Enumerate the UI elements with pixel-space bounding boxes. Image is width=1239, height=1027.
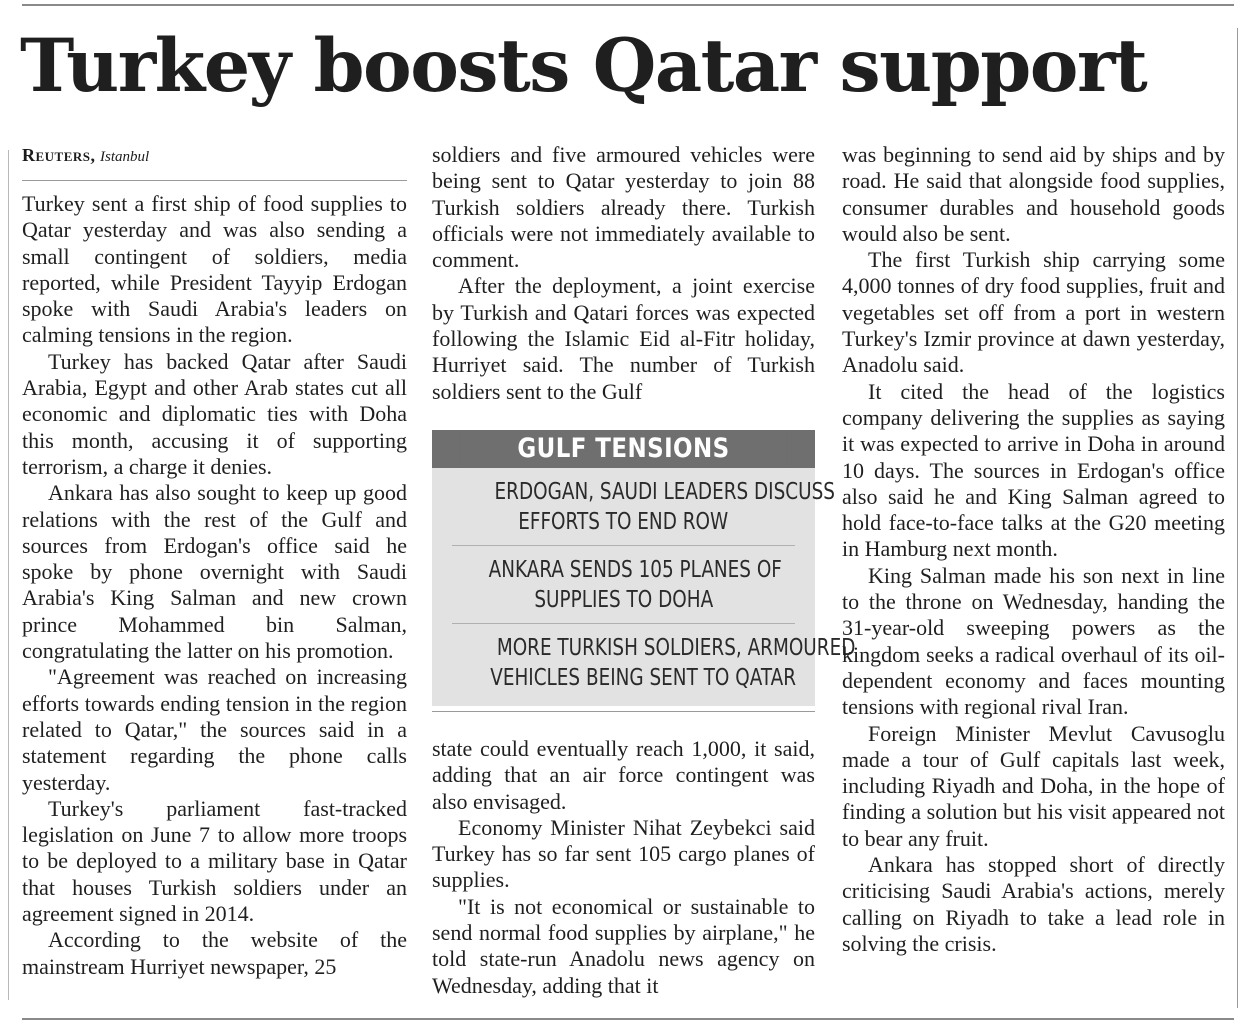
article-column-2-top	[432, 142, 815, 405]
sidebar-heading: GULF TENSIONS	[461, 430, 787, 468]
article-column-2-bottom	[432, 736, 815, 999]
byline-place: Istanbul	[100, 149, 150, 165]
sidebar-item-line: EFFORTS TO END ROW	[518, 509, 729, 535]
paragraph: Ankara has also sought to keep up good relations with the rest of the Gulf and sources from Erdogan's office said he spoke by phone overnight with Saudi Arabia's King Salman and new crown prince Mohammed bin Salman, congratulating the latter on his promotion.	[22, 480, 407, 664]
headline: Turkey boosts Qatar support	[20, 23, 1147, 109]
bottom-rule	[22, 1018, 1234, 1020]
sidebar-item	[452, 624, 856, 701]
paragraph: Economy Minister Nihat Zeybekci said Turkey has so far sent 105 cargo planes of supplies.	[432, 814, 815, 893]
sidebar-item-line: SUPPLIES TO DOHA	[534, 587, 713, 613]
sidebar-item-line: VEHICLES BEING SENT TO QATAR	[490, 665, 797, 691]
sidebar-item-line: MORE TURKISH SOLDIERS, ARMOURED	[496, 635, 856, 661]
byline-agency: Reuters,	[22, 145, 96, 165]
sidebar-bottom-rule	[432, 711, 815, 712]
paragraph: Turkey's parliament fast-tracked legislation on June 7 to allow more troops to be deployed to a military base in Qatar that houses Turkish soldiers under an agreement signed in 2014.	[22, 795, 407, 927]
article-column-1	[22, 142, 407, 980]
paragraph: According to the website of the mainstream Hurriyet newspaper, 25	[22, 927, 407, 979]
sidebar-heading-bar	[432, 430, 815, 468]
paragraph: Turkey has backed Qatar after Saudi Arabia, Egypt and other Arab states cut all economic and diplomatic ties with Doha this month, accusing it of supporting terrorism, a charge it denies.	[22, 348, 407, 479]
paragraph: Turkey sent a first ship of food supplies to Qatar yesterday and was also sending a small contingent of soldiers, media reported, while President Tayyip Erdogan spoke with Saudi Arabia's leaders on calming tensions in the region.	[22, 191, 407, 348]
paragraph: The first Turkish ship carrying some 4,000 tonnes of dry food supplies, fruit and vegetables set off from a port in western Turkey's Izmir province at dawn yesterday, Anadolu said.	[842, 247, 1225, 378]
paragraph: After the deployment, a joint exercise by Turkish and Qatari forces was expected following the Islamic Eid al-Fitr holiday, Hurriyet said. The number of Turkish soldiers sent to the Gulf	[432, 273, 815, 404]
paragraph: King Salman made his son next in line to the throne on Wednesday, handing the 31-year-old sweeping powers as the kingdom seeks a radical overhaul of its oil-dependent economy and faces mounting tensions with regional rival Iran.	[842, 562, 1225, 720]
right-rule	[1237, 28, 1238, 1008]
left-rule	[8, 150, 9, 1000]
paragraph: soldiers and five armoured vehicles were being sent to Qatar yesterday to join 88 Turkish soldiers already there. Turkish officials were not immediately available to comment.	[432, 142, 815, 273]
sidebar-item	[452, 546, 795, 624]
paragraph: Ankara has stopped short of directly criticising Saudi Arabia's actions, merely calling on Riyadh to take a lead role in solving the crisis.	[842, 852, 1225, 956]
paragraph: Foreign Minister Mevlut Cavusoglu made a tour of Gulf capitals last week, including Riyadh and Doha, in the hope of finding a solution but his visit appeared not to bear any fruit.	[842, 720, 1225, 851]
paragraph: state could eventually reach 1,000, it said, adding that an air force contingent was also envisaged.	[432, 736, 815, 814]
sidebar-item-line: ERDOGAN, SAUDI LEADERS DISCUSS	[494, 479, 835, 505]
paragraph: "Agreement was reached on increasing efforts towards ending tension in the region related to Qatar," the sources said in a statement regarding the phone calls yesterday.	[22, 664, 407, 795]
paragraph: It cited the head of the logistics company delivering the supplies as saying it was expected to arrive in Doha in around 10 days. The sources in Erdogan's office also said he and King Salman agreed to hold face-to-face talks at the G20 meeting in Hamburg next month.	[842, 378, 1225, 562]
article-column-3	[842, 142, 1225, 957]
gulf-tensions-sidebar	[432, 430, 856, 706]
top-rule	[22, 4, 1234, 6]
paragraph: was beginning to send aid by ships and by road. He said that alongside food supplies, consumer durables and household goods would also be sent.	[842, 142, 1225, 246]
byline	[22, 142, 407, 181]
sidebar-item	[452, 468, 835, 546]
sidebar-item-line: ANKARA SENDS 105 PLANES OF	[488, 557, 782, 583]
paragraph: "It is not economical or sustainable to send normal food supplies by airplane," he told state-run Anadolu news agency on Wednesday, adding that it	[432, 893, 815, 998]
